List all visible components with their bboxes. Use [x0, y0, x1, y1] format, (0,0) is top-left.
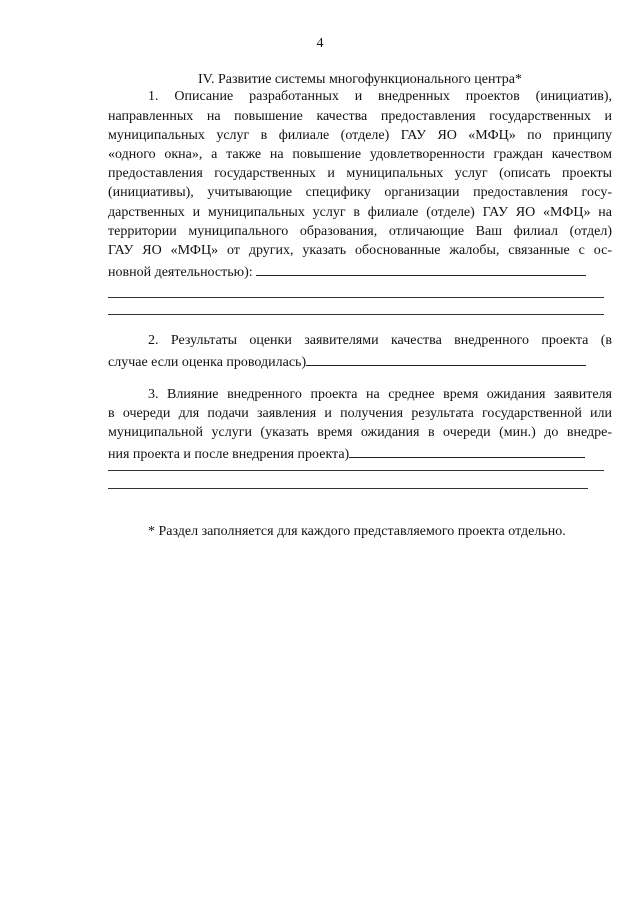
item-1-line-6: (инициативы), учитывающие специфику организации предоставления госу- [108, 185, 612, 200]
item-1-line-5: предоставления государственных и муниципальных услуг (описать проекты [108, 166, 612, 181]
item-1-line-10 [108, 260, 612, 283]
item-2-line-2 [108, 350, 612, 373]
item-1-fill-line[interactable] [256, 260, 586, 276]
page-number: 4 [316, 36, 324, 51]
item-3-line-1: 3. Влияние внедренного проекта на среднее время ожидания заявителя [148, 387, 612, 402]
item-1-blank-line-1[interactable] [108, 297, 604, 298]
item-1-line-10-text: новной деятельностью): [108, 265, 253, 280]
item-2-line-1: 2. Результаты оценки заявителями качества внедренного проекта (в [148, 333, 612, 348]
item-1-blank-line-2[interactable] [108, 314, 604, 315]
item-1-line-9: ГАУ ЯО «МФЦ» от других, указать обоснованные жалобы, связанные с ос- [108, 243, 612, 258]
item-3-fill-line[interactable] [349, 442, 585, 458]
item-3-blank-line-2[interactable] [108, 488, 588, 489]
footnote: * Раздел заполняется для каждого представляемого проекта отдельно. [148, 524, 566, 539]
item-1-line-8: территории муниципального образования, отличающие Ваш филиал (отдел) [108, 224, 612, 239]
item-1-line-2: направленных на повышение качества предоставления государственных и [108, 109, 612, 124]
item-1-line-4: «одного окна», а также на повышение удовлетворенности граждан качеством [108, 147, 612, 162]
item-3-line-2: в очереди для подачи заявления и получения результата государственной или [108, 406, 612, 421]
item-1-line-3: муниципальных услуг в филиале (отделе) ГАУ ЯО «МФЦ» по принципу [108, 128, 612, 143]
item-1-line-1: 1. Описание разработанных и внедренных проектов (инициатив), [148, 89, 612, 104]
item-2-line-2-text: случае если оценка проводилась) [108, 355, 307, 370]
section-title: IV. Развитие системы многофункционального центра* [198, 72, 522, 87]
item-3-line-4 [108, 442, 612, 465]
item-3-line-3: муниципальной услуги (указать время ожидания в очереди (мин.) до внедре- [108, 425, 612, 440]
item-1-line-7: дарственных и муниципальных услуг в филиале (отделе) ГАУ ЯО «МФЦ» на [108, 205, 612, 220]
item-2-fill-line[interactable] [306, 350, 586, 366]
item-3-blank-line-1[interactable] [108, 470, 604, 471]
item-3-line-4-text: ния проекта и после внедрения проекта) [108, 447, 350, 462]
